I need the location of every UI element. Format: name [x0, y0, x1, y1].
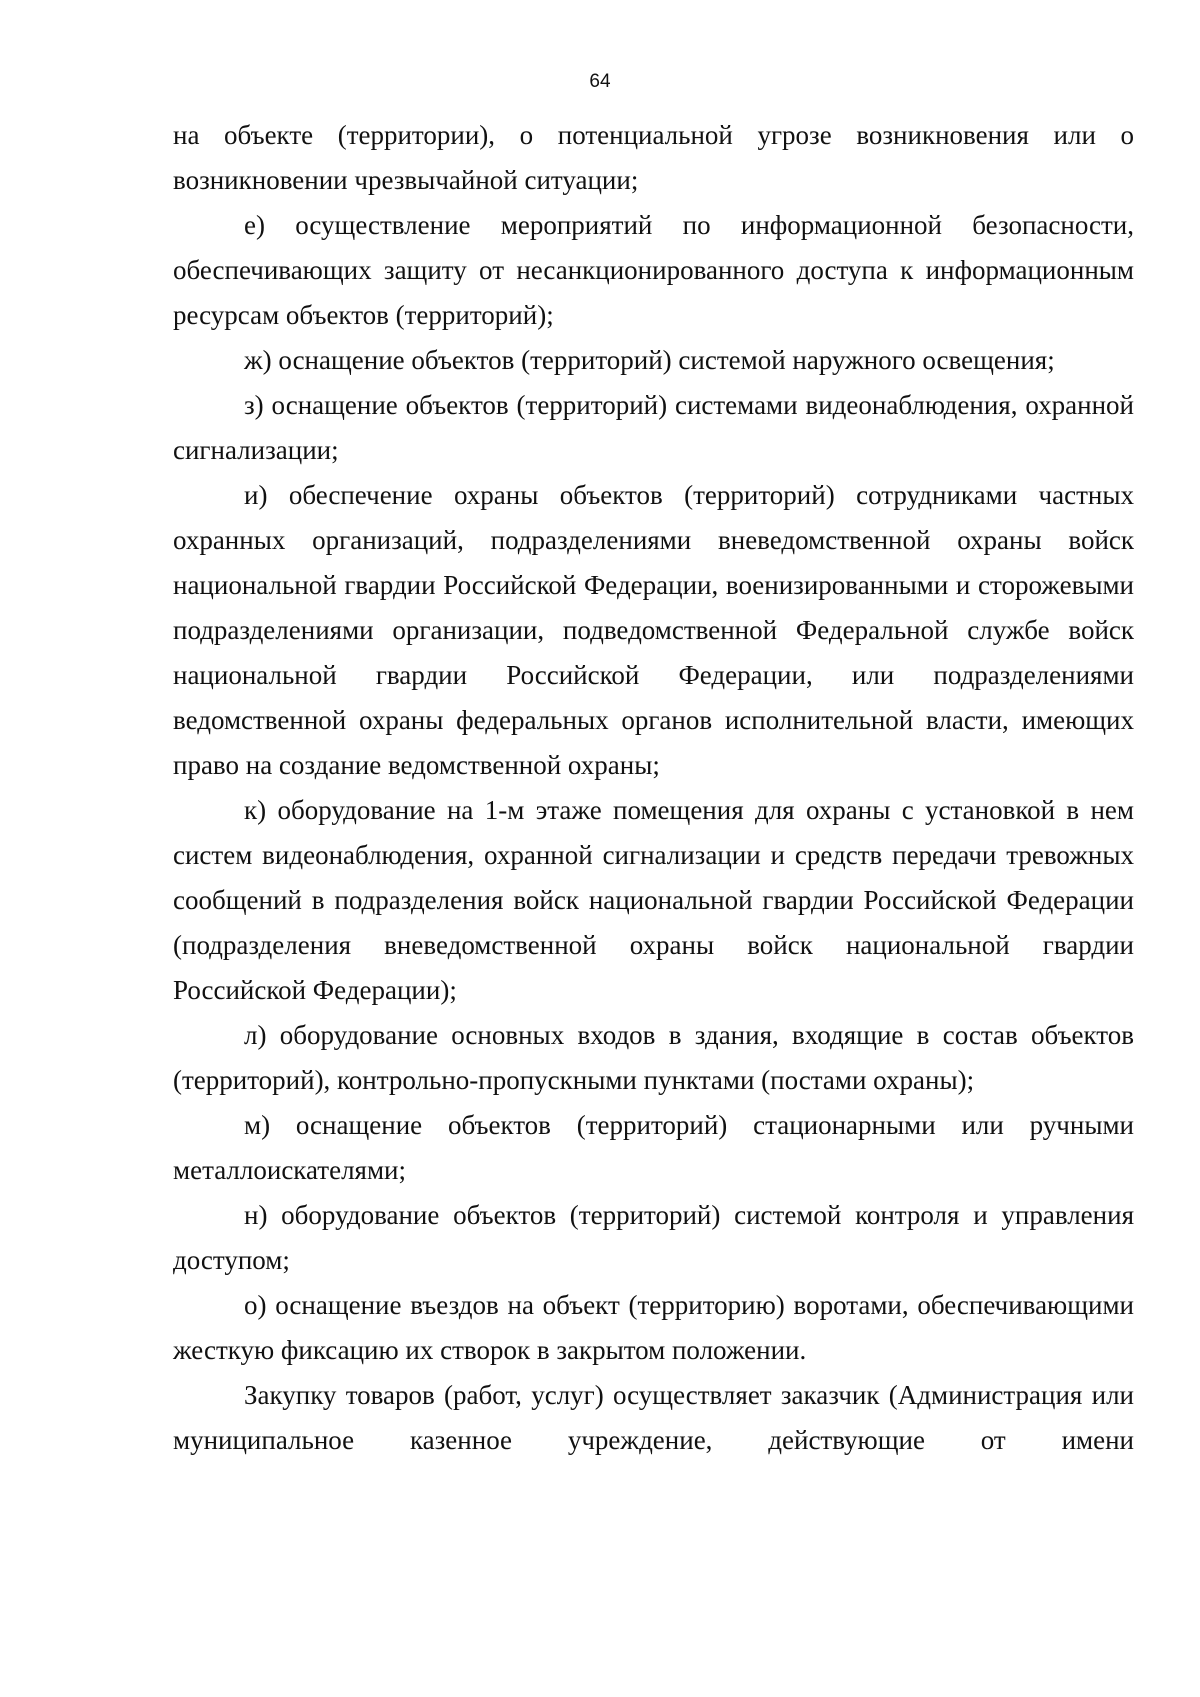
paragraph-item-zh: ж) оснащение объектов (территорий) системой наружного освещения;	[244, 345, 1055, 375]
paragraph-item-k: к) оборудование на 1-м этаже помещения для охраны с установкой в нем систем видеонаблюдения, охранной сигнализации и средств передачи тревожных сообщений в подразделения войск национальной гвардии Российской Федерации (подразделения вневедомственной охраны войск национальной гвардии Российской Федерации);	[173, 795, 1134, 1005]
paragraph-item-z: з) оснащение объектов (территорий) системами видеонаблюдения, охранной сигнализации;	[173, 390, 1134, 465]
paragraph-item-i: и) обеспечение охраны объектов (территорий) сотрудниками частных охранных организаций, подразделениями вневедомственной охраны войск национальной гвардии Российской Федерации, военизированными и сторожевыми подразделениями организации, подведомственной Федеральной службе войск национальной гвардии Российской Федерации, или подразделениями ведомственной охраны федеральных органов исполнительной власти, имеющих право на создание ведомственной охраны;	[173, 480, 1134, 780]
paragraph-continuation: на объекте (территории), о потенциальной угрозе возникновения или о возникновении чрезвычайной ситуации;	[173, 120, 1134, 195]
paragraph-item-n: н) оборудование объектов (территорий) системой контроля и управления доступом;	[173, 1200, 1134, 1275]
paragraph-item-e: е) осуществление мероприятий по информационной безопасности, обеспечивающих защиту от несанкционированного доступа к информационным ресурсам объектов (территорий);	[173, 210, 1134, 330]
document-body	[173, 113, 1134, 1463]
paragraph-procurement: Закупку товаров (работ, услуг) осуществляет заказчик (Администрация или муниципальное казенное учреждение, действующие от имени	[173, 1380, 1134, 1455]
paragraph-item-o: о) оснащение въездов на объект (территорию) воротами, обеспечивающими жесткую фиксацию их створок в закрытом положении.	[173, 1290, 1134, 1365]
paragraph-item-l: л) оборудование основных входов в здания, входящие в состав объектов (территорий), контрольно-пропускными пунктами (постами охраны);	[173, 1020, 1134, 1095]
paragraph-item-m: м) оснащение объектов (территорий) стационарными или ручными металлоискателями;	[173, 1110, 1134, 1185]
page-number: 64	[589, 71, 611, 92]
